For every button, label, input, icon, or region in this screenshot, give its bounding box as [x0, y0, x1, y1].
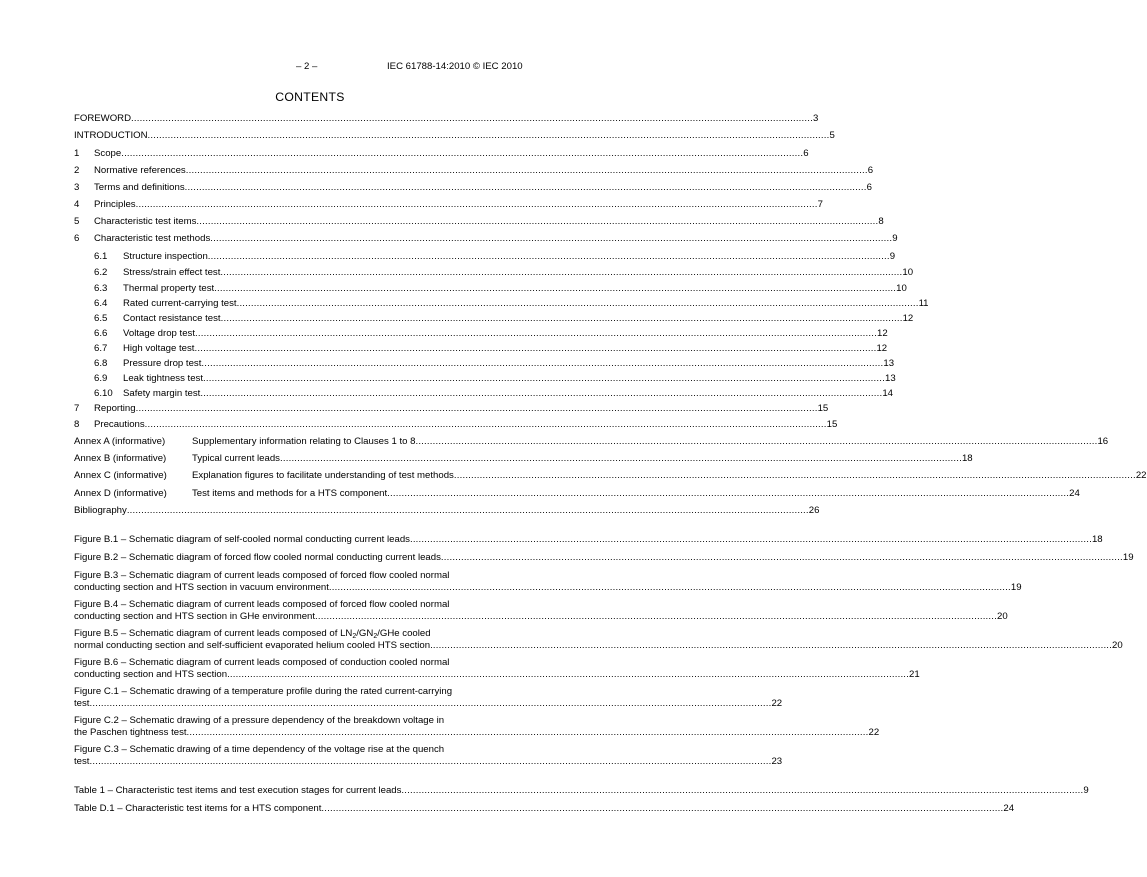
- leader-dots: ..............................................................................................................................................................................................................................................: [89, 756, 772, 767]
- toc-entry-subclause-6-9[interactable]: 6.9 Leak tightness test .............................................................................................................................................................................................................................................. 13: [94, 373, 896, 384]
- toc-entry-clause-8[interactable]: 8 Precautions .............................................................................................................................................................................................................................................. 15: [74, 419, 838, 430]
- leader-dots: ..............................................................................................................................................................................................................................................: [315, 611, 998, 622]
- toc-entry-subclause-6-4[interactable]: 6.4 Rated current-carrying test .............................................................................................................................................................................................................................................. 11: [94, 298, 929, 309]
- page-ref: 12: [902, 313, 914, 324]
- toc-entry-clause-4[interactable]: 4 Principles .............................................................................................................................................................................................................................................. 7: [74, 199, 823, 210]
- leader-dots: ..............................................................................................................................................................................................................................................: [201, 358, 884, 369]
- clause-number: 6.5: [94, 313, 108, 324]
- toc-entry-clause-3[interactable]: 3 Terms and definitions .............................................................................................................................................................................................................................................. 6: [74, 182, 872, 193]
- page-ref: 6: [867, 165, 874, 176]
- leader-dots: ..............................................................................................................................................................................................................................................: [401, 785, 1084, 796]
- figure-entry-b2[interactable]: Figure B.2 – Schematic diagram of forced flow cooled normal conducting current leads .............................................................................................................................................................................................................................................. 19: [74, 552, 1134, 563]
- clause-number: 6.10: [94, 388, 113, 399]
- clause-number: 3: [74, 182, 80, 193]
- toc-entry-introduction[interactable]: INTRODUCTION .............................................................................................................................................................................................................................................. 5: [74, 130, 835, 141]
- leader-dots: ..............................................................................................................................................................................................................................................: [196, 216, 879, 227]
- page-ref: 22: [868, 727, 880, 738]
- page-ref: 26: [808, 505, 820, 516]
- page-ref: 13: [883, 358, 895, 369]
- toc-entry-annex-a[interactable]: Annex A (informative) Supplementary information relating to Clauses 1 to 8 .............................................................................................................................................................................................................................................. 16: [74, 436, 1109, 447]
- figure-entry-c3[interactable]: test .............................................................................................................................................................................................................................................. 23: [74, 756, 783, 767]
- leader-dots: ..............................................................................................................................................................................................................................................: [214, 283, 897, 294]
- toc-entry-subclause-6-1[interactable]: 6.1 Structure inspection .............................................................................................................................................................................................................................................. 9: [94, 251, 896, 262]
- figure-entry-b1[interactable]: Figure B.1 – Schematic diagram of self-cooled normal conducting current leads .............................................................................................................................................................................................................................................. 18: [74, 534, 1103, 545]
- toc-entry-clause-5[interactable]: 5 Characteristic test items .............................................................................................................................................................................................................................................. 8: [74, 216, 884, 227]
- annex-number: Annex C (informative): [74, 470, 167, 481]
- page-ref: 18: [1091, 534, 1103, 545]
- toc-entry-bibliography[interactable]: Bibliography .............................................................................................................................................................................................................................................. 26: [74, 505, 820, 516]
- annex-number: Annex D (informative): [74, 488, 167, 499]
- page-ref: 19: [1122, 552, 1134, 563]
- leader-dots: ..............................................................................................................................................................................................................................................: [321, 803, 1004, 814]
- leader-dots: ..............................................................................................................................................................................................................................................: [144, 419, 827, 430]
- page-ref: 5: [829, 130, 835, 141]
- clause-number: 6.7: [94, 343, 108, 354]
- toc-entry-subclause-6-6[interactable]: 6.6 Voltage drop test .............................................................................................................................................................................................................................................. 12: [94, 328, 888, 339]
- toc-entry-subclause-6-7[interactable]: 6.7 High voltage test .............................................................................................................................................................................................................................................. 12: [94, 343, 888, 354]
- annex-number: Annex B (informative): [74, 453, 167, 464]
- page-ref: 18: [961, 453, 973, 464]
- page-ref: 20: [997, 611, 1008, 622]
- page-ref: 13: [884, 373, 896, 384]
- leader-dots: ..............................................................................................................................................................................................................................................: [89, 698, 772, 709]
- clause-number: 6.6: [94, 328, 108, 339]
- leader-dots: ..............................................................................................................................................................................................................................................: [430, 640, 1113, 651]
- toc-entry-subclause-6-5[interactable]: 6.5 Contact resistance test .............................................................................................................................................................................................................................................. 12: [94, 313, 914, 324]
- page-ref: 16: [1097, 436, 1109, 447]
- leader-dots: ..............................................................................................................................................................................................................................................: [409, 534, 1092, 545]
- figure-entry-b6[interactable]: conducting section and HTS section .............................................................................................................................................................................................................................................. 21: [74, 669, 920, 680]
- page-ref: 24: [1069, 488, 1080, 499]
- page-ref: 6: [803, 148, 809, 159]
- figure-entry-b4[interactable]: conducting section and HTS section in GHe environment .............................................................................................................................................................................................................................................. 20: [74, 611, 1008, 622]
- toc-entry-subclause-6-10[interactable]: 6.10 Safety margin test .............................................................................................................................................................................................................................................. 14: [94, 388, 893, 399]
- figure-entry-c3-line1[interactable]: Figure C.3 – Schematic drawing of a time dependency of the voltage rise at the quench: [74, 744, 445, 755]
- leader-dots: ..............................................................................................................................................................................................................................................: [220, 267, 903, 278]
- page-number: – 2 –: [296, 61, 318, 72]
- leader-dots: ..............................................................................................................................................................................................................................................: [203, 373, 885, 384]
- page-ref: 24: [1003, 803, 1015, 814]
- toc-entry-annex-b[interactable]: Annex B (informative) Typical current leads .............................................................................................................................................................................................................................................. 18: [74, 453, 973, 464]
- page-ref: 15: [826, 419, 838, 430]
- leader-dots: ..............................................................................................................................................................................................................................................: [440, 552, 1123, 563]
- toc-entry-subclause-6-2[interactable]: 6.2 Stress/strain effect test .............................................................................................................................................................................................................................................. 10: [94, 267, 914, 278]
- contents-title: CONTENTS: [275, 90, 345, 104]
- clause-number: 6.8: [94, 358, 108, 369]
- leader-dots: ..............................................................................................................................................................................................................................................: [279, 453, 962, 464]
- leader-dots: ..............................................................................................................................................................................................................................................: [126, 505, 809, 516]
- figure-entry-c1-line1[interactable]: Figure C.1 – Schematic drawing of a temperature profile during the rated current-carrying: [74, 686, 453, 697]
- toc-entry-subclause-6-8[interactable]: 6.8 Pressure drop test .............................................................................................................................................................................................................................................. 13: [94, 358, 895, 369]
- page-ref: 10: [896, 283, 907, 294]
- standard-reference: IEC 61788-14:2010 © IEC 2010: [387, 61, 523, 72]
- leader-dots: ..............................................................................................................................................................................................................................................: [328, 582, 1011, 593]
- toc-entry-clause-1[interactable]: 1 Scope .............................................................................................................................................................................................................................................. 6: [74, 148, 809, 159]
- clause-number: 2: [74, 165, 80, 176]
- clause-number: 6.2: [94, 267, 108, 278]
- page-ref: 11: [918, 298, 929, 309]
- table-entry-d1[interactable]: Table D.1 – Characteristic test items for a HTS component .............................................................................................................................................................................................................................................. 24: [74, 803, 1015, 814]
- page-ref: 9: [892, 233, 898, 244]
- clause-number: 1: [74, 148, 80, 159]
- figure-entry-b5[interactable]: normal conducting section and self-sufficient evaporated helium cooled HTS section .............................................................................................................................................................................................................................................. 20: [74, 640, 1123, 651]
- leader-dots: ..............................................................................................................................................................................................................................................: [184, 182, 867, 193]
- figure-entry-b5-line1[interactable]: Figure B.5 – Schematic diagram of current leads composed of $LN_2/GN_2$/GHe cooled: [74, 628, 431, 640]
- leader-dots: ..............................................................................................................................................................................................................................................: [186, 727, 869, 738]
- clause-number: 4: [74, 199, 80, 210]
- leader-dots: ..............................................................................................................................................................................................................................................: [185, 165, 868, 176]
- page-ref: 22: [1135, 470, 1147, 481]
- leader-dots: ..............................................................................................................................................................................................................................................: [135, 199, 818, 210]
- figure-entry-b3-line1[interactable]: Figure B.3 – Schematic diagram of current leads composed of forced flow cooled normal: [74, 570, 450, 581]
- leader-dots: ..............................................................................................................................................................................................................................................: [453, 470, 1136, 481]
- toc-entry-clause-2[interactable]: 2 Normative references .............................................................................................................................................................................................................................................. 6: [74, 165, 874, 176]
- toc-entry-subclause-6-3[interactable]: 6.3 Thermal property test .............................................................................................................................................................................................................................................. 10: [94, 283, 907, 294]
- page-ref: 12: [876, 343, 888, 354]
- figure-entry-c2[interactable]: the Paschen tightness test .............................................................................................................................................................................................................................................. 22: [74, 727, 880, 738]
- figure-entry-b4-line1[interactable]: Figure B.4 – Schematic diagram of current leads composed of forced flow cooled normal: [74, 599, 450, 610]
- page-ref: 10: [902, 267, 914, 278]
- leader-dots: ..............................................................................................................................................................................................................................................: [387, 488, 1070, 499]
- toc-entry-clause-6[interactable]: 6 Characteristic test methods .............................................................................................................................................................................................................................................. 9: [74, 233, 898, 244]
- clause-number: 6.3: [94, 283, 108, 294]
- figure-entry-c2-line1[interactable]: Figure C.2 – Schematic drawing of a pressure dependency of the breakdown voltage in: [74, 715, 445, 726]
- leader-dots: ..............................................................................................................................................................................................................................................: [236, 298, 919, 309]
- page-ref: 7: [817, 199, 823, 210]
- toc-entry-annex-d[interactable]: Annex D (informative) Test items and methods for a HTS component .............................................................................................................................................................................................................................................. 24: [74, 488, 1080, 499]
- leader-dots: ..............................................................................................................................................................................................................................................: [207, 251, 890, 262]
- page-ref: 20: [1112, 640, 1123, 651]
- clause-number: 6.9: [94, 373, 108, 384]
- page-ref: 12: [877, 328, 888, 339]
- leader-dots: ..............................................................................................................................................................................................................................................: [121, 148, 804, 159]
- page-ref: 15: [817, 403, 829, 414]
- page-ref: 19: [1010, 582, 1022, 593]
- leader-dots: ..............................................................................................................................................................................................................................................: [200, 388, 883, 399]
- figure-entry-b6-line1[interactable]: Figure B.6 – Schematic diagram of current leads composed of conduction cooled normal: [74, 657, 450, 668]
- leader-dots: ..............................................................................................................................................................................................................................................: [195, 328, 877, 339]
- page-ref: 3: [813, 113, 819, 124]
- leader-dots: ..............................................................................................................................................................................................................................................: [415, 436, 1098, 447]
- page-ref: 9: [889, 251, 896, 262]
- figure-entry-c1[interactable]: test .............................................................................................................................................................................................................................................. 22: [74, 698, 783, 709]
- page-ref: 22: [771, 698, 783, 709]
- leader-dots: ..............................................................................................................................................................................................................................................: [131, 113, 814, 124]
- leader-dots: ..............................................................................................................................................................................................................................................: [135, 403, 818, 414]
- page-ref: 23: [771, 756, 783, 767]
- leader-dots: ..............................................................................................................................................................................................................................................: [220, 313, 903, 324]
- page-ref: 21: [909, 669, 920, 680]
- clause-number: 7: [74, 403, 80, 414]
- page-ref: 6: [866, 182, 872, 193]
- page-ref: 8: [878, 216, 884, 227]
- table-entry-1[interactable]: Table 1 – Characteristic test items and test execution stages for current leads .............................................................................................................................................................................................................................................. 9: [74, 785, 1089, 796]
- leader-dots: ..............................................................................................................................................................................................................................................: [210, 233, 893, 244]
- leader-dots: ..............................................................................................................................................................................................................................................: [194, 343, 877, 354]
- toc-entry-annex-c[interactable]: Annex C (informative) Explanation figures to facilitate understanding of test methods .............................................................................................................................................................................................................................................. 22: [74, 470, 1147, 481]
- clause-number: 6.4: [94, 298, 108, 309]
- leader-dots: ..............................................................................................................................................................................................................................................: [147, 130, 830, 141]
- clause-number: 5: [74, 216, 80, 227]
- annex-number: Annex A (informative): [74, 436, 166, 447]
- page-ref: 9: [1083, 785, 1089, 796]
- figure-entry-b3[interactable]: conducting section and HTS section in vacuum environment .............................................................................................................................................................................................................................................. 19: [74, 582, 1022, 593]
- toc-entry-clause-7[interactable]: 7 Reporting .............................................................................................................................................................................................................................................. 15: [74, 403, 829, 414]
- leader-dots: ..............................................................................................................................................................................................................................................: [227, 669, 910, 680]
- page-ref: 14: [882, 388, 893, 399]
- clause-number: 6.1: [94, 251, 108, 262]
- toc-entry-foreword[interactable]: FOREWORD .............................................................................................................................................................................................................................................. 3: [74, 113, 819, 124]
- clause-number: 8: [74, 419, 80, 430]
- clause-number: 6: [74, 233, 80, 244]
